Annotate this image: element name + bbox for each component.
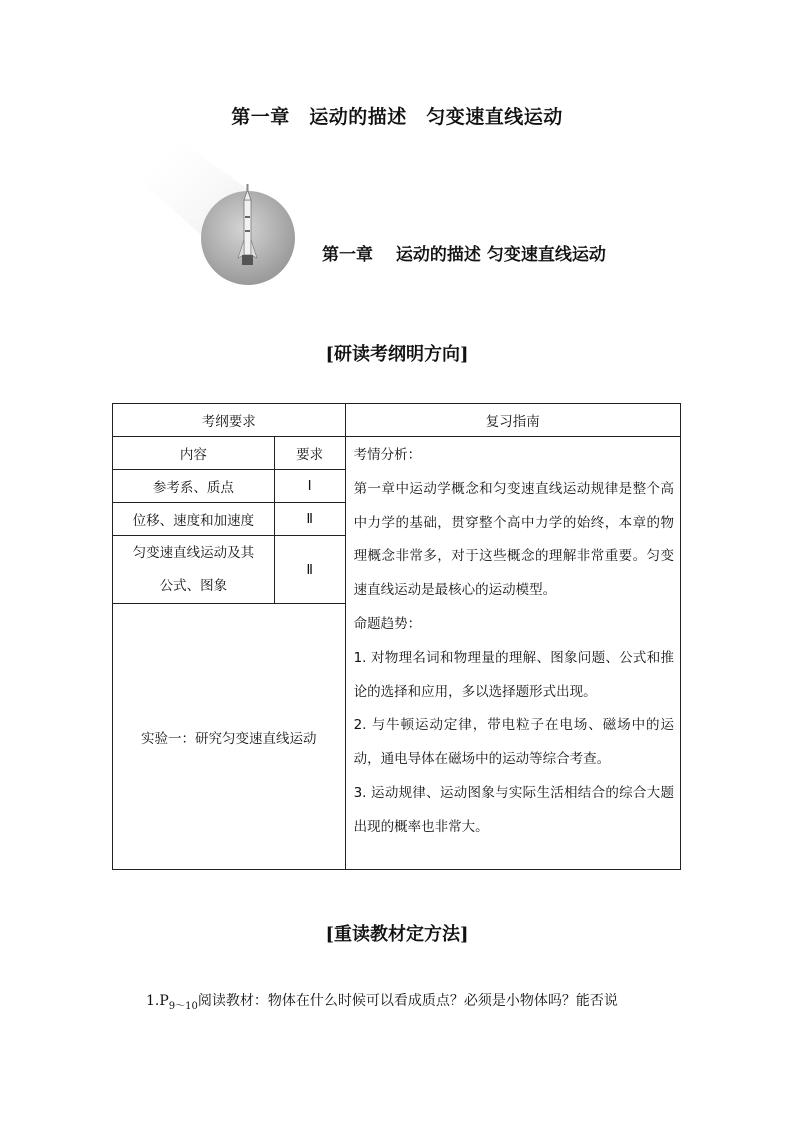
table-row-requirement: Ⅰ	[274, 470, 345, 503]
table-row-experiment: 实验一：研究匀变速直线运动	[113, 604, 346, 870]
header-cell-guide: 复习指南	[345, 404, 680, 437]
header-cell-requirements: 考纲要求	[113, 404, 346, 437]
subheader-requirement: 要求	[274, 437, 345, 470]
syllabus-table	[112, 403, 681, 870]
table-row-requirement: Ⅱ	[274, 503, 345, 536]
rocket-emblem-icon	[140, 140, 700, 300]
table-row-content	[113, 536, 275, 604]
section-heading-study: [研读考纲明方向]	[325, 344, 469, 365]
table-row-content: 参考系、质点	[113, 470, 275, 503]
page-range: 9～10	[168, 1000, 198, 1012]
question-text: 阅读教材：物体在什么时候可以看成质点？必须是小物体吗？能否说	[197, 993, 618, 1009]
section-heading-reread: [重读教材定方法]	[325, 924, 469, 945]
banner-title: 第一章 运动的描述 匀变速直线运动	[322, 245, 606, 265]
subheader-content: 内容	[113, 437, 275, 470]
guide-heading-trend: 命题趋势：	[353, 615, 422, 632]
guide-item-3: 3. 运动规律、运动图象与实际生活相结合的综合大题出现的概率也非常大。	[353, 784, 674, 835]
chapter-banner	[140, 140, 700, 300]
guide-heading-analysis: 考情分析：	[353, 447, 422, 463]
table-row-content: 位移、速度和加速度	[113, 503, 275, 536]
page-title: 第一章 运动的描述 匀变速直线运动	[231, 106, 563, 128]
table-row-requirement: Ⅱ	[274, 536, 345, 604]
guide-item-2: 2. 与牛顿运动定律，带电粒子在电场、磁场中的运动，通电导体在磁场中的运动等综合考查。	[353, 717, 674, 768]
content-line: 匀变速直线运动及其	[132, 544, 255, 561]
guide-item-1: 1. 对物理名词和物理量的理解、图象问题、公式和推论的选择和应用，多以选择题形式出现。	[353, 649, 674, 700]
review-guide-cell	[345, 437, 680, 870]
question-line	[146, 990, 618, 1012]
content-line: 公式、图象	[159, 577, 228, 594]
question-prefix: 1.P	[146, 993, 169, 1009]
guide-paragraph-analysis: 第一章中运动学概念和匀变速直线运动规律是整个高中力学的基础，贯穿整个高中力学的始终，本章的物理概念非常多，对于这些概念的理解非常重要。匀变速直线运动是最核心的运动模型。	[353, 480, 674, 599]
